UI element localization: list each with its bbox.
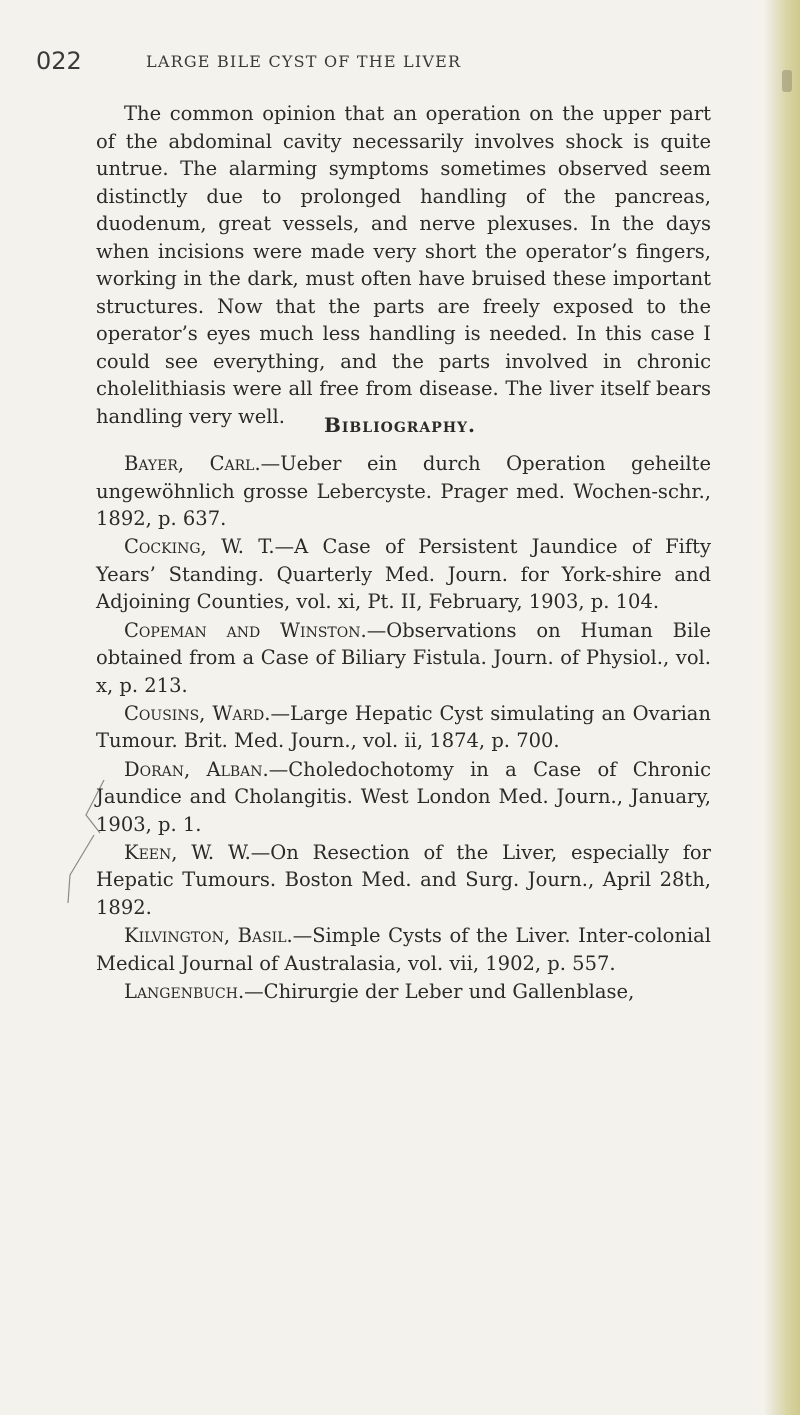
entry-author: Copeman and Winston.	[124, 618, 367, 642]
bibliography-entry	[96, 450, 711, 533]
entry-author: Keen, W. W.	[124, 840, 251, 864]
entry-author: Cousins, Ward.	[124, 701, 271, 725]
entry-author: Cocking, W. T.	[124, 535, 275, 559]
entry-text: —On Resection of the Liver, especially for Hepatic Tumours. Boston Med. and Surg. Journ., April 28th, 1892.	[96, 840, 711, 919]
bibliography-entry	[96, 978, 711, 1006]
bibliography-entry	[96, 533, 711, 616]
edge-stain	[782, 70, 792, 92]
running-title: LARGE BILE CYST OF THE LIVER	[146, 52, 462, 71]
entry-author: Kilvington, Basil.	[124, 924, 293, 948]
bibliography-list	[96, 450, 711, 1006]
entry-text: —Ueber ein durch Operation geheilte ungewöhnlich grosse Lebercyste. Prager med. Wochen-schr., 1892, p. 637.	[96, 452, 711, 531]
entry-author: Doran, Alban.	[124, 757, 269, 781]
entry-text: —Large Hepatic Cyst simulating an Ovarian Tumour. Brit. Med. Journ., vol. ii, 1874, p. 700.	[96, 701, 711, 753]
entry-text: —Chirurgie der Leber und Gallenblase,	[244, 979, 635, 1003]
bibliography-entry	[96, 922, 711, 977]
entry-author: Langenbuch.	[124, 979, 245, 1003]
entry-text: —Choledochotomy in a Case of Chronic Jaundice and Cholangitis. West London Med. Journ., January, 1903, p. 1.	[96, 757, 712, 836]
page-edge-shadow	[764, 0, 800, 1415]
entry-text: —Simple Cysts of the Liver. Inter-colonial Medical Journal of Australasia, vol. vii, 1902, p. 557.	[96, 924, 712, 975]
page-number: 022	[36, 47, 82, 75]
bibliography-entry	[96, 839, 711, 922]
body-paragraph: The common opinion that an operation on the upper part of the abdominal cavity necessarily involves shock is quite untrue. The alarming symptoms sometimes observed seem distinctly due to prolonged handling of the pancreas, duodenum, great vessels, and nerve plexuses. In the days when incisions were made very short the operator’s fingers, working in the dark, must often have bruised these important structures. Now that the parts are freely exposed to the operator’s eyes much less handling is needed. In this case I could see everything, and the parts involved in chronic cholelithiasis were all free from disease. The liver itself bears handling very well.	[96, 102, 711, 428]
bibliography-entry	[96, 756, 711, 839]
bibliography-entry	[96, 700, 711, 755]
entry-text: —A Case of Persistent Jaundice of Fifty Years’ Standing. Quarterly Med. Journ. for York-shire and Adjoining Counties, vol. xi, Pt. II, February, 1903, p. 104.	[96, 535, 711, 614]
bibliography-heading: Bibliography.	[323, 413, 477, 437]
bibliography-entry	[96, 617, 711, 700]
entry-author: Bayer, Carl.	[124, 452, 261, 475]
entry-text: —Observations on Human Bile obtained from a Case of Biliary Fistula. Journ. of Physiol., vol. x, p. 213.	[96, 618, 711, 697]
